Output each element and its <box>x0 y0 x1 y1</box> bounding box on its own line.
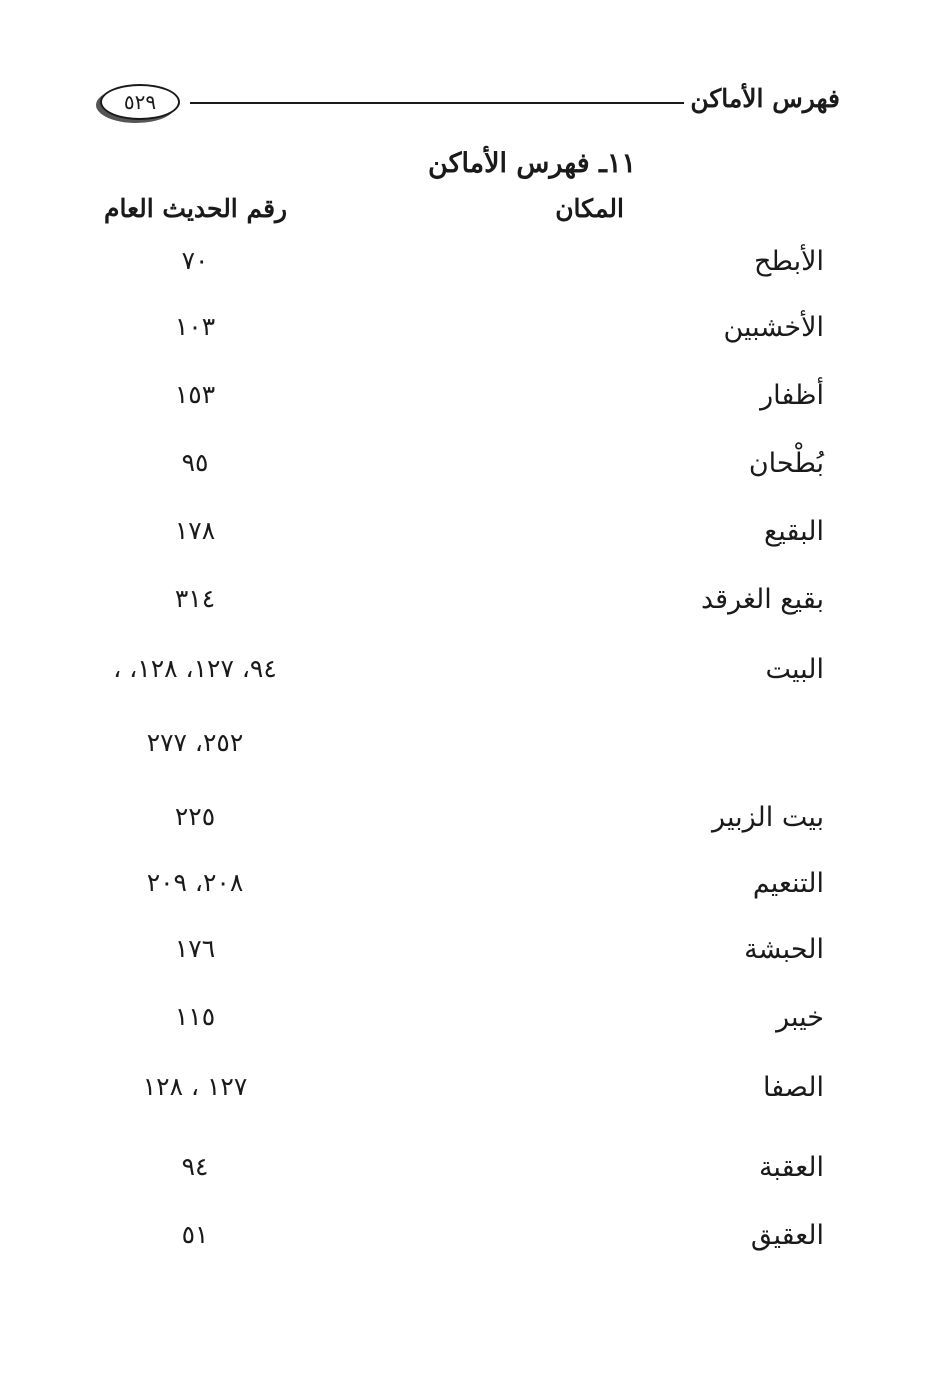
index-entry <box>0 380 944 430</box>
entry-place: الصفا <box>762 1072 824 1103</box>
running-header-title: فهرس الأماكن <box>690 84 840 113</box>
entry-place: الأبطح <box>754 246 824 277</box>
column-header-hadith-number: رقم الحديث العام <box>104 194 288 223</box>
index-entry <box>0 1002 944 1052</box>
entry-hadith-numbers: ٢٥٢، ٢٧٧ <box>146 728 244 757</box>
index-entry <box>0 516 944 566</box>
entry-hadith-numbers: ٧٠ <box>181 246 209 275</box>
entry-place: أظفار <box>760 380 824 411</box>
index-entry <box>0 868 944 918</box>
entry-place: التنعيم <box>752 868 824 899</box>
entry-hadith-numbers: ٩٤ <box>181 1152 209 1181</box>
entry-place: بقيع الغرقد <box>700 584 824 615</box>
section-title <box>0 148 944 179</box>
section-title-text: ١١ـ فهرس الأماكن <box>428 148 636 179</box>
entry-place: بيت الزبير <box>712 802 824 833</box>
header-rule <box>190 102 684 104</box>
entry-hadith-numbers: ١٥٣ <box>174 380 216 409</box>
index-entry <box>0 654 944 704</box>
entry-hadith-numbers: ٣١٤ <box>174 584 216 613</box>
entry-hadith-numbers: ٩٤، ١٢٧، ١٢٨، ، <box>113 654 277 683</box>
entry-hadith-numbers: ١١٥ <box>174 1002 216 1031</box>
entry-place: البيت <box>765 654 824 685</box>
entry-hadith-numbers: ٢٢٥ <box>174 802 216 831</box>
index-entry <box>0 1072 944 1122</box>
page-number-badge <box>100 84 180 120</box>
entry-place: خيبر <box>776 1002 824 1033</box>
entry-hadith-numbers: ٥١ <box>181 1220 209 1249</box>
entry-hadith-numbers: ١٠٣ <box>174 312 216 341</box>
entry-place: بُطْحان <box>748 448 824 479</box>
index-entry <box>0 934 944 984</box>
entry-place: الحبشة <box>744 934 824 965</box>
index-entry <box>0 802 944 852</box>
entry-hadith-numbers: ٢٠٨، ٢٠٩ <box>146 868 244 897</box>
index-entry <box>0 448 944 498</box>
index-entry <box>0 1152 944 1202</box>
entry-hadith-numbers: ٩٥ <box>181 448 209 477</box>
entry-place: الأخشبين <box>723 312 824 343</box>
entry-hadith-numbers: ١٧٨ <box>174 516 216 545</box>
entry-hadith-numbers: ١٧٦ <box>174 934 216 963</box>
entry-place: العقبة <box>758 1152 824 1183</box>
entry-hadith-numbers: ١٢٧ ، ١٢٨ <box>142 1072 248 1101</box>
entry-place: البقيع <box>763 516 824 547</box>
index-entry <box>0 584 944 634</box>
index-entry <box>0 312 944 362</box>
index-entry <box>0 246 944 296</box>
index-entry <box>0 1220 944 1270</box>
column-header-place: المكان <box>555 194 624 223</box>
entry-place: العقيق <box>750 1220 824 1251</box>
page-number: ٥٢٩ <box>123 90 157 114</box>
index-entry-continuation <box>0 728 944 778</box>
